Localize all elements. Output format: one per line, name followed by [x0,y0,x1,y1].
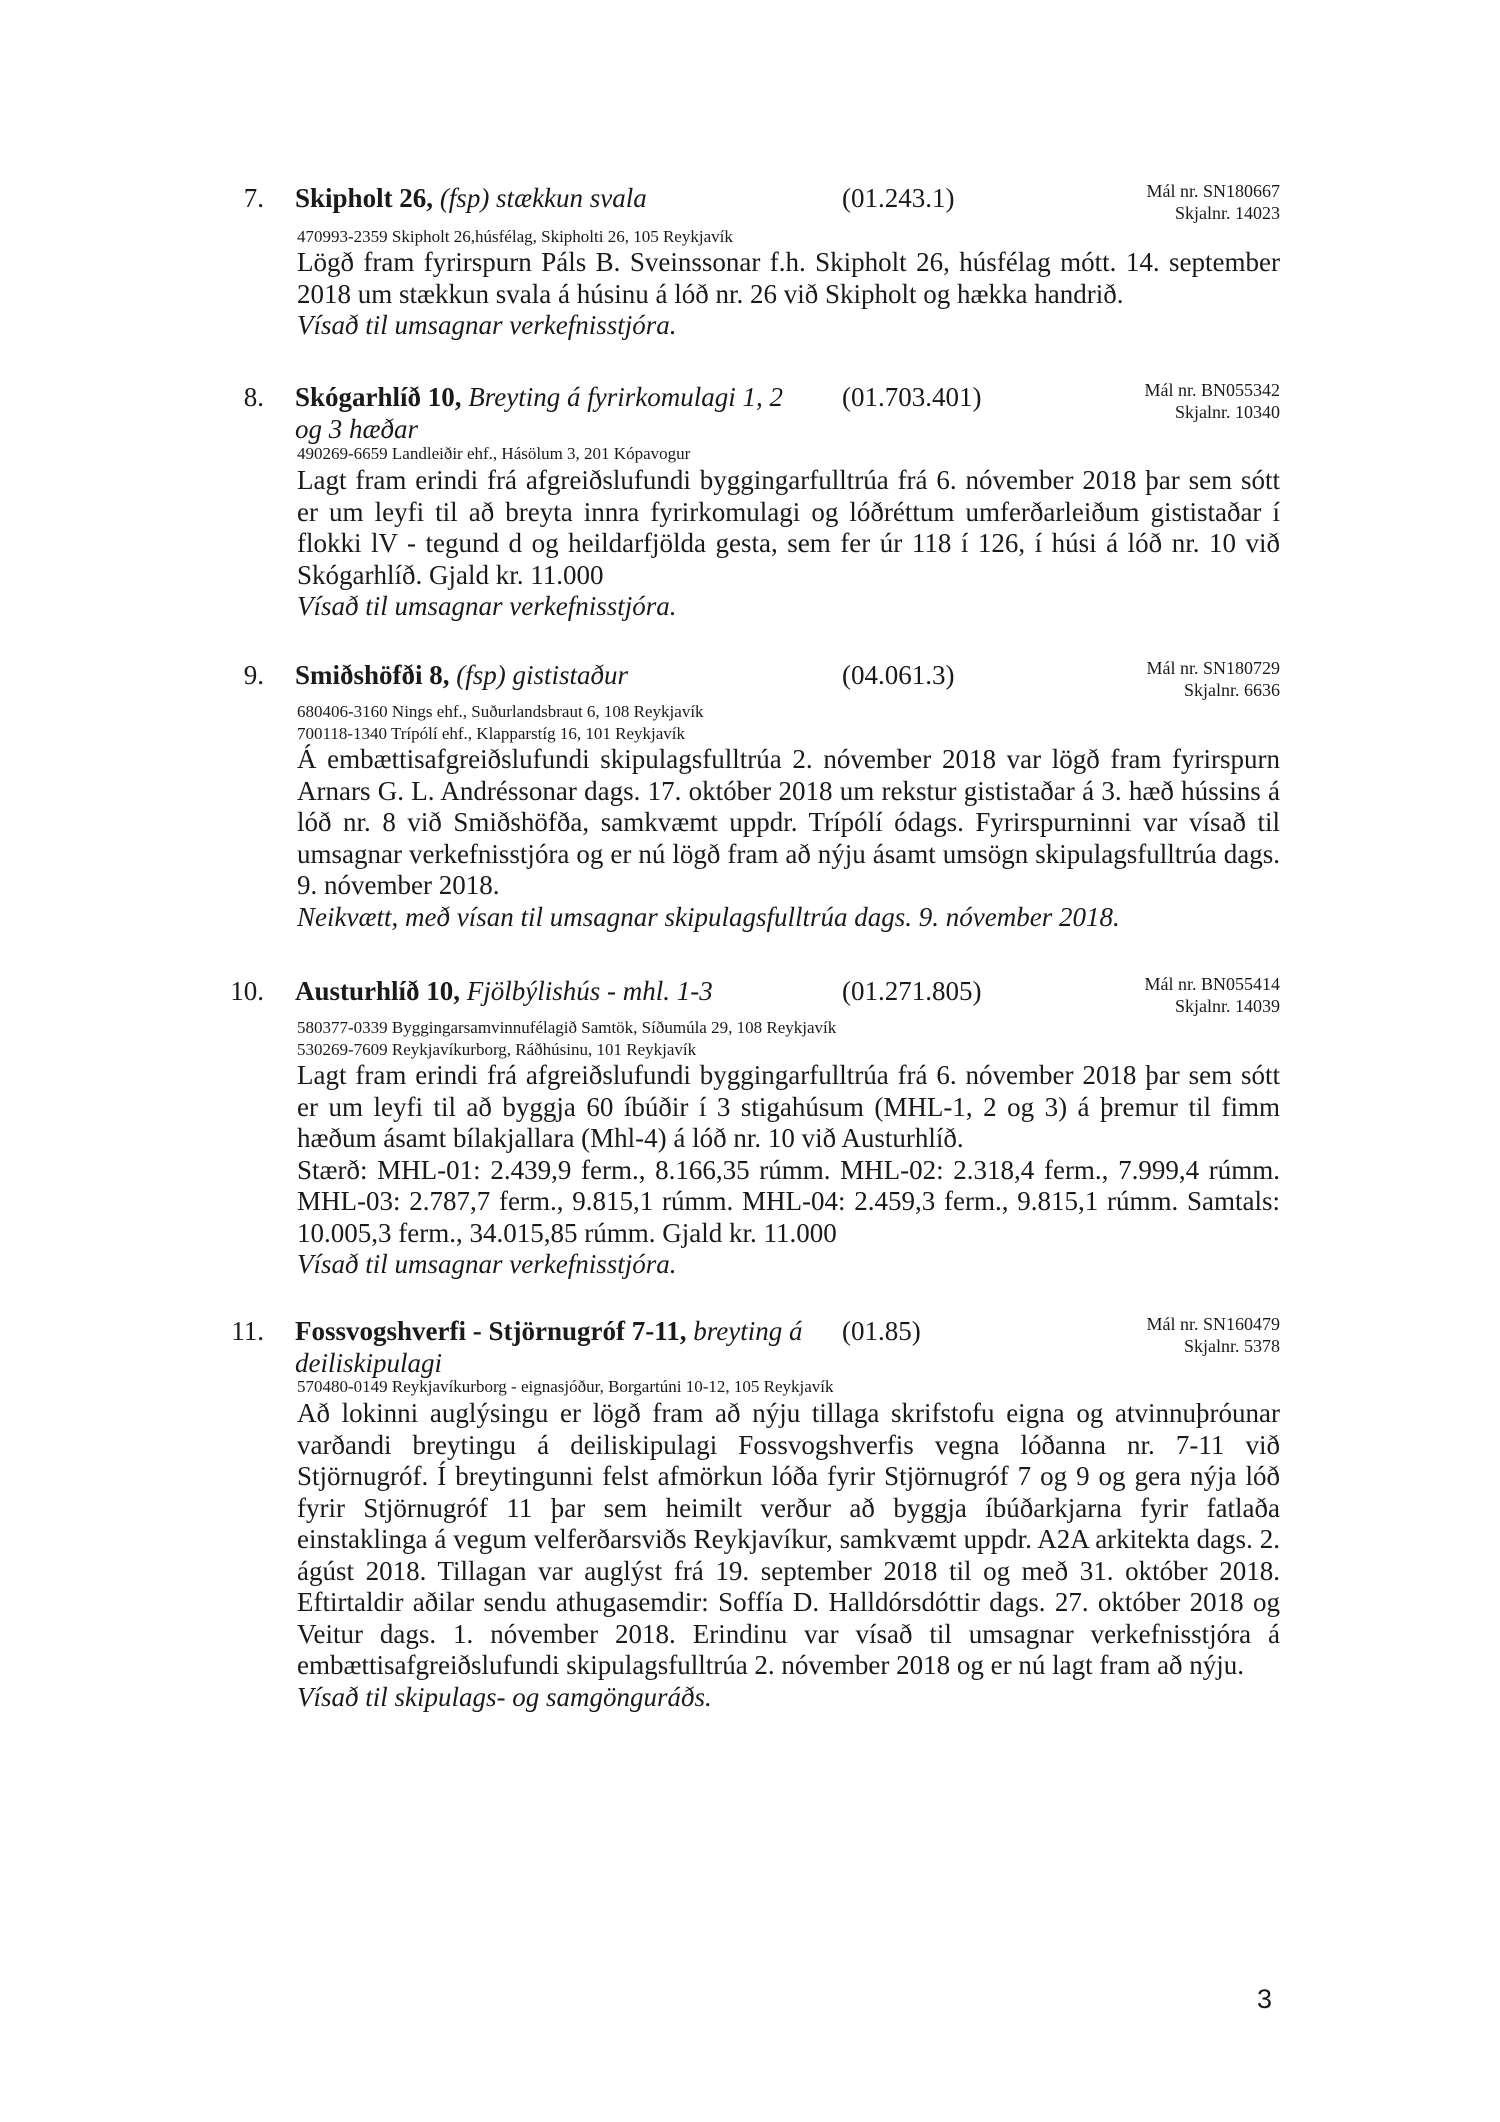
case-number: Mál nr. SN160479 [1146,1314,1280,1334]
item-number: 7. [243,183,264,213]
party-line: 490269-6659 Landleiðir ehf., Hásölum 3, 201 Kópavogur [297,444,691,463]
item-resolution: Neikvætt, með vísan til umsagnar skipulagsfulltrúa dags. 9. nóvember 2018. [297,901,1120,932]
item-subtitle: Breyting á fyrirkomulagi 1, 2 og 3 hæðar [295,382,784,444]
case-info [1144,973,1280,1017]
item-number: 9. [243,660,264,690]
case-info [1146,1313,1280,1357]
item-ref: (01.703.401) [842,382,982,412]
document-number: Skjalnr. 14039 [1174,996,1280,1016]
parties [297,1017,836,1061]
item-title: Austurhlíð 10, [295,976,461,1006]
item-title: Skipholt 26, [295,183,434,213]
item-ref: (01.85) [842,1316,921,1346]
item-paragraph: Stærð: MHL-01: 2.439,9 ferm., 8.166,35 rúmm. MHL-02: 2.318,4 ferm., 7.999,4 rúmm. MHL-03: 2.787,7 ferm., 9.815,1 rúmm. MHL-04: 2.459,3 ferm., 9.815,1 rúmm. Samtals: 10.005,3 ferm., 34.015,85 rúmm. Gjald kr. 11.000 [297,1154,1280,1248]
document-number: Skjalnr. 14023 [1174,203,1280,223]
item-ref: (01.271.805) [842,976,982,1006]
item-paragraph: Lagt fram erindi frá afgreiðslufundi byggingarfulltrúa frá 6. nóvember 2018 þar sem sótt er um leyfi til að breyta innra fyrirkomulagi og lóðréttum umferðarleiðum gististaðar í flokki lV - tegund d og heildarfjölda gesta, sem fer úr 118 í 126, í húsi á lóð nr. 10 við Skógarhlíð. Gjald kr. 11.000 [297,465,1280,590]
item-heading [295,975,815,1007]
party-line: 700118-1340 Trípólí ehf., Klapparstíg 16, 101 Reykjavík [297,724,685,743]
party-line: 570480-0149 Reykjavíkurborg - eignasjóður, Borgartúni 10-12, 105 Reykjavík [297,1377,834,1396]
case-info [1146,180,1280,224]
party-line: 530269-7609 Reykjavíkurborg, Ráðhúsinu, 101 Reykjavík [297,1040,697,1059]
parties [297,1376,833,1398]
item-resolution: Vísað til umsagnar verkefnisstjóra. [297,591,677,621]
item-heading [295,381,810,445]
item-resolution: Vísað til umsagnar verkefnisstjóra. [297,310,677,340]
item-title: Skógarhlíð 10, [295,382,462,412]
page-number: 3 [1257,1984,1273,2014]
item-number: 11. [231,1316,264,1346]
item-number: 8. [243,382,264,412]
item-body [297,1398,1280,1713]
parties [297,443,690,465]
item-heading [295,1315,810,1379]
document-number: Skjalnr. 5378 [1183,1336,1280,1356]
case-info [1146,657,1280,701]
case-number: Mál nr. SN180729 [1146,658,1280,678]
case-number: Mál nr. SN180667 [1146,181,1280,201]
case-info [1144,379,1280,423]
item-paragraph: Á embættisafgreiðslufundi skipulagsfulltrúa 2. nóvember 2018 var lögð fram fyrirspurn Arnars G. L. Andréssonar dags. 17. október 2018 um rekstur gististaðar á 3. hæð hússins á lóð nr. 8 við Smiðshöfða, samkvæmt uppdr. Trípólí ódags. Fyrirspurninni var vísað til umsagnar verkefnisstjóra og er nú lögð fram að nýju ásamt umsögn skipulagsfulltrúa dags. 9. nóvember 2018. [297,744,1280,900]
item-paragraph: Að lokinni auglýsingu er lögð fram að nýju tillaga skrifstofu eigna og atvinnuþróunar varðandi breytingu á deiliskipulagi Fossvogshverfis vegna lóðanna nr. 7-11 við Stjörnugróf. Í breytingunni felst afmörkun lóða fyrir Stjörnugróf 7 og 9 og gera nýja lóð fyrir Stjörnugróf 11 þar sem heimilt verður að byggja íbúðarkjarna fyrir fatlaða einstaklinga á vegum velferðarsviðs Reykjavíkur, samkvæmt uppdr. A2A arkitekta dags. 2. ágúst 2018. Tillagan var auglýst frá 19. september 2018 til og með 31. október 2018. Eftirtaldir aðilar sendu athugasemdir: Soffía D. Halldórsdóttir dags. 27. október 2018 og Veitur dags. 1. nóvember 2018. Erindinu var vísað til umsagnar verkefnisstjóra á embættisafgreiðslufundi skipulagsfulltrúa 2. nóvember 2018 og er nú lagt fram að nýju. [297,1398,1280,1680]
item-subtitle: (fsp) gististaður [456,660,629,690]
item-body [297,247,1280,342]
item-number: 10. [230,976,264,1006]
item-resolution: Vísað til skipulags- og samgönguráðs. [297,1681,712,1712]
item-subtitle: Fjölbýlishús - mhl. 1-3 [466,976,713,1006]
item-paragraph: Lögð fram fyrirspurn Páls B. Sveinssonar f.h. Skipholt 26, húsfélag mótt. 14. september 2018 um stækkun svala á húsinu á lóð nr. 26 við Skipholt og hækka handrið. [297,247,1280,309]
item-ref: (04.061.3) [842,660,955,690]
party-line: 470993-2359 Skipholt 26,húsfélag, Skipholti 26, 105 Reykjavík [297,227,733,246]
parties [297,226,733,248]
item-ref: (01.243.1) [842,183,955,213]
party-line: 680406-3160 Nings ehf., Suðurlandsbraut 6, 108 Reykjavík [297,702,704,721]
item-body [297,1060,1280,1281]
case-number: Mál nr. BN055342 [1144,380,1280,400]
item-title: Fossvogshverfi - Stjörnugróf 7-11, [295,1316,687,1346]
item-subtitle: (fsp) stækkun svala [439,183,647,213]
document-number: Skjalnr. 6636 [1183,680,1280,700]
item-body [297,744,1280,933]
item-paragraph: Lagt fram erindi frá afgreiðslufundi byggingarfulltrúa frá 6. nóvember 2018 þar sem sótt er um leyfi til að byggja 60 íbúðir í 3 stigahúsum (MHL-1, 2 og 3) á þremur til fimm hæðum ásamt bílakjallara (Mhl-4) á lóð nr. 10 við Austurhlíð. [297,1060,1280,1153]
party-line: 580377-0339 Byggingarsamvinnufélagið Samtök, Síðumúla 29, 108 Reykjavík [297,1018,837,1037]
item-resolution: Vísað til umsagnar verkefnisstjóra. [297,1249,677,1279]
item-title: Smiðshöfði 8, [295,660,450,690]
item-subtitle: breyting á deiliskipulagi [295,1316,803,1378]
item-heading [295,659,815,691]
item-body [297,465,1280,623]
item-heading [295,182,815,214]
case-number: Mál nr. BN055414 [1144,974,1280,994]
document-number: Skjalnr. 10340 [1174,402,1280,422]
parties [297,701,704,745]
